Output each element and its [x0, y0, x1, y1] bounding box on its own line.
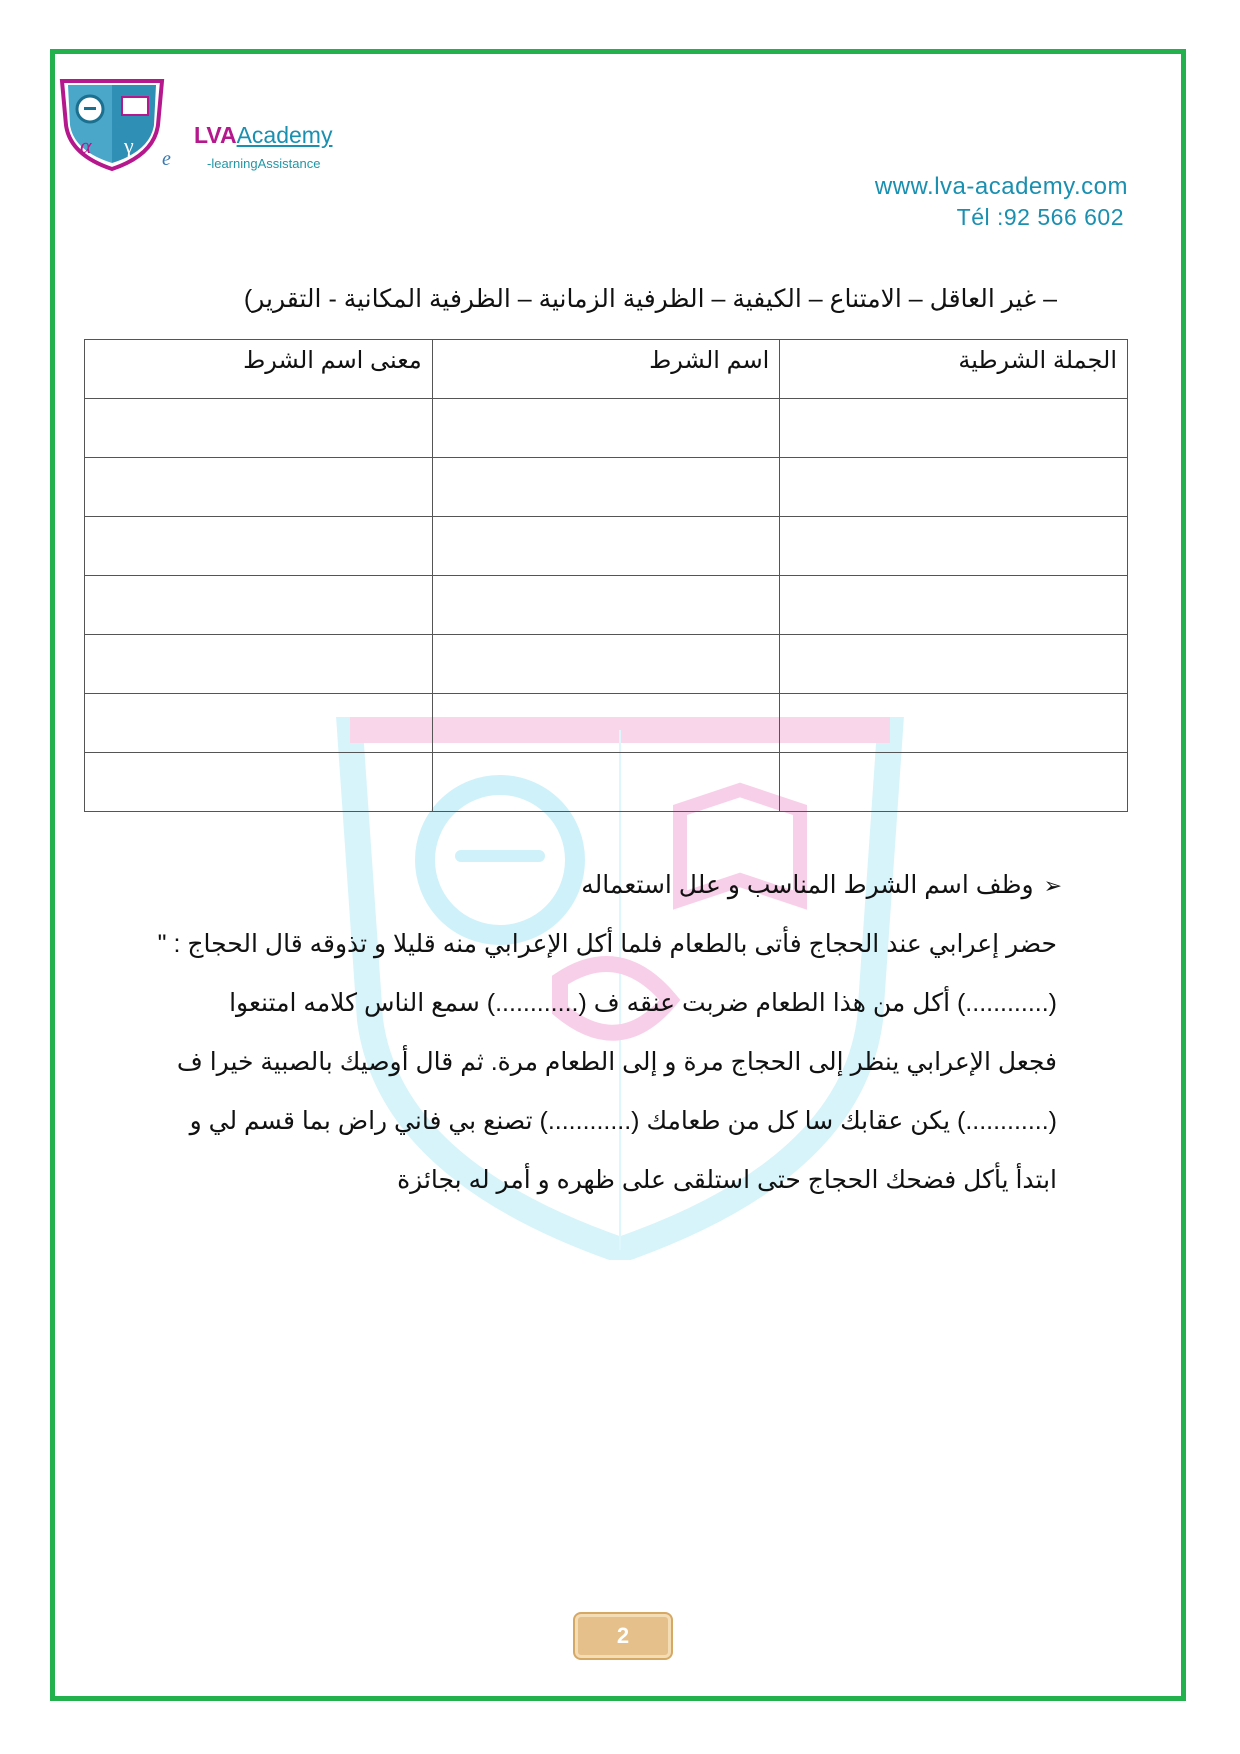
table-cell[interactable]	[85, 399, 433, 458]
svg-text:γ: γ	[124, 133, 134, 158]
table-header-row	[85, 340, 1128, 399]
arrow-bullet-icon: ➢	[1043, 873, 1062, 898]
table-cell[interactable]	[432, 458, 780, 517]
brand-lva: LVA	[194, 122, 237, 148]
table-row	[85, 694, 1128, 753]
table-cell[interactable]	[85, 694, 433, 753]
brand-e: e	[162, 148, 171, 170]
table-cell[interactable]	[85, 635, 433, 694]
page-number: 2	[575, 1614, 671, 1658]
paragraph-line: (............) أكل من هذا الطعام ضربت عنقه ف (............) سمع الناس كلامه امتنعوا	[229, 989, 1057, 1017]
table-cell[interactable]	[432, 517, 780, 576]
brand-subtitle: -learningAssistance	[207, 156, 321, 171]
col-condition-noun: اسم الشرط	[432, 340, 780, 399]
website-link[interactable]: www.lva-academy.com	[874, 173, 1128, 200]
table-row	[85, 458, 1128, 517]
table-row	[85, 635, 1128, 694]
table-cell[interactable]	[85, 458, 433, 517]
paragraph-line: (............) يكن عقابك سا كل من طعامك (............) تصنع بي فاني راض بما قسم لي و	[189, 1107, 1057, 1135]
table-row	[85, 576, 1128, 635]
table-cell[interactable]	[780, 753, 1128, 812]
paragraph-line: ابتدأ يأكل فضحك الحجاج حتى استلقى على ظهره و أمر له بجائزة	[397, 1166, 1057, 1194]
phone-number: Tél :92 566 602	[956, 204, 1124, 230]
svg-text:α: α	[80, 133, 92, 158]
table-cell[interactable]	[780, 517, 1128, 576]
academy-logo-icon	[58, 77, 166, 172]
table-cell[interactable]	[85, 753, 433, 812]
table-cell[interactable]	[780, 576, 1128, 635]
conditional-table	[84, 339, 1128, 812]
table-cell[interactable]	[780, 694, 1128, 753]
table-cell[interactable]	[85, 576, 433, 635]
table-cell[interactable]	[432, 399, 780, 458]
table-row	[85, 517, 1128, 576]
table-row	[85, 753, 1128, 812]
paragraph-line: حضر إعرابي عند الحجاج فأتى بالطعام فلما أكل الإعرابي منه قليلا و تذوقه قال الحجاج : "	[157, 930, 1057, 958]
options-line: – غير العاقل – الامتناع – الكيفية – الظرفية الزمانية – الظرفية المكانية - التقرير)	[243, 285, 1057, 313]
exercise-instruction	[581, 870, 1062, 900]
table-cell[interactable]	[780, 458, 1128, 517]
table-cell[interactable]	[432, 753, 780, 812]
col-condition-meaning: معنى اسم الشرط	[85, 340, 433, 399]
brand-academy: Academy	[236, 122, 333, 148]
table-cell[interactable]	[780, 635, 1128, 694]
table-cell[interactable]	[85, 517, 433, 576]
table-cell[interactable]	[780, 399, 1128, 458]
brand-name	[194, 122, 332, 149]
table-row	[85, 399, 1128, 458]
paragraph-line: فجعل الإعرابي ينظر إلى الحجاج مرة و إلى الطعام مرة. ثم قال أوصيك بالصبية خيرا ف	[176, 1048, 1057, 1076]
instruction-text: وظف اسم الشرط المناسب و علل استعماله	[581, 871, 1034, 899]
table-cell[interactable]	[432, 576, 780, 635]
table-cell[interactable]	[432, 694, 780, 753]
table-cell[interactable]	[432, 635, 780, 694]
col-conditional-sentence: الجملة الشرطية	[780, 340, 1128, 399]
